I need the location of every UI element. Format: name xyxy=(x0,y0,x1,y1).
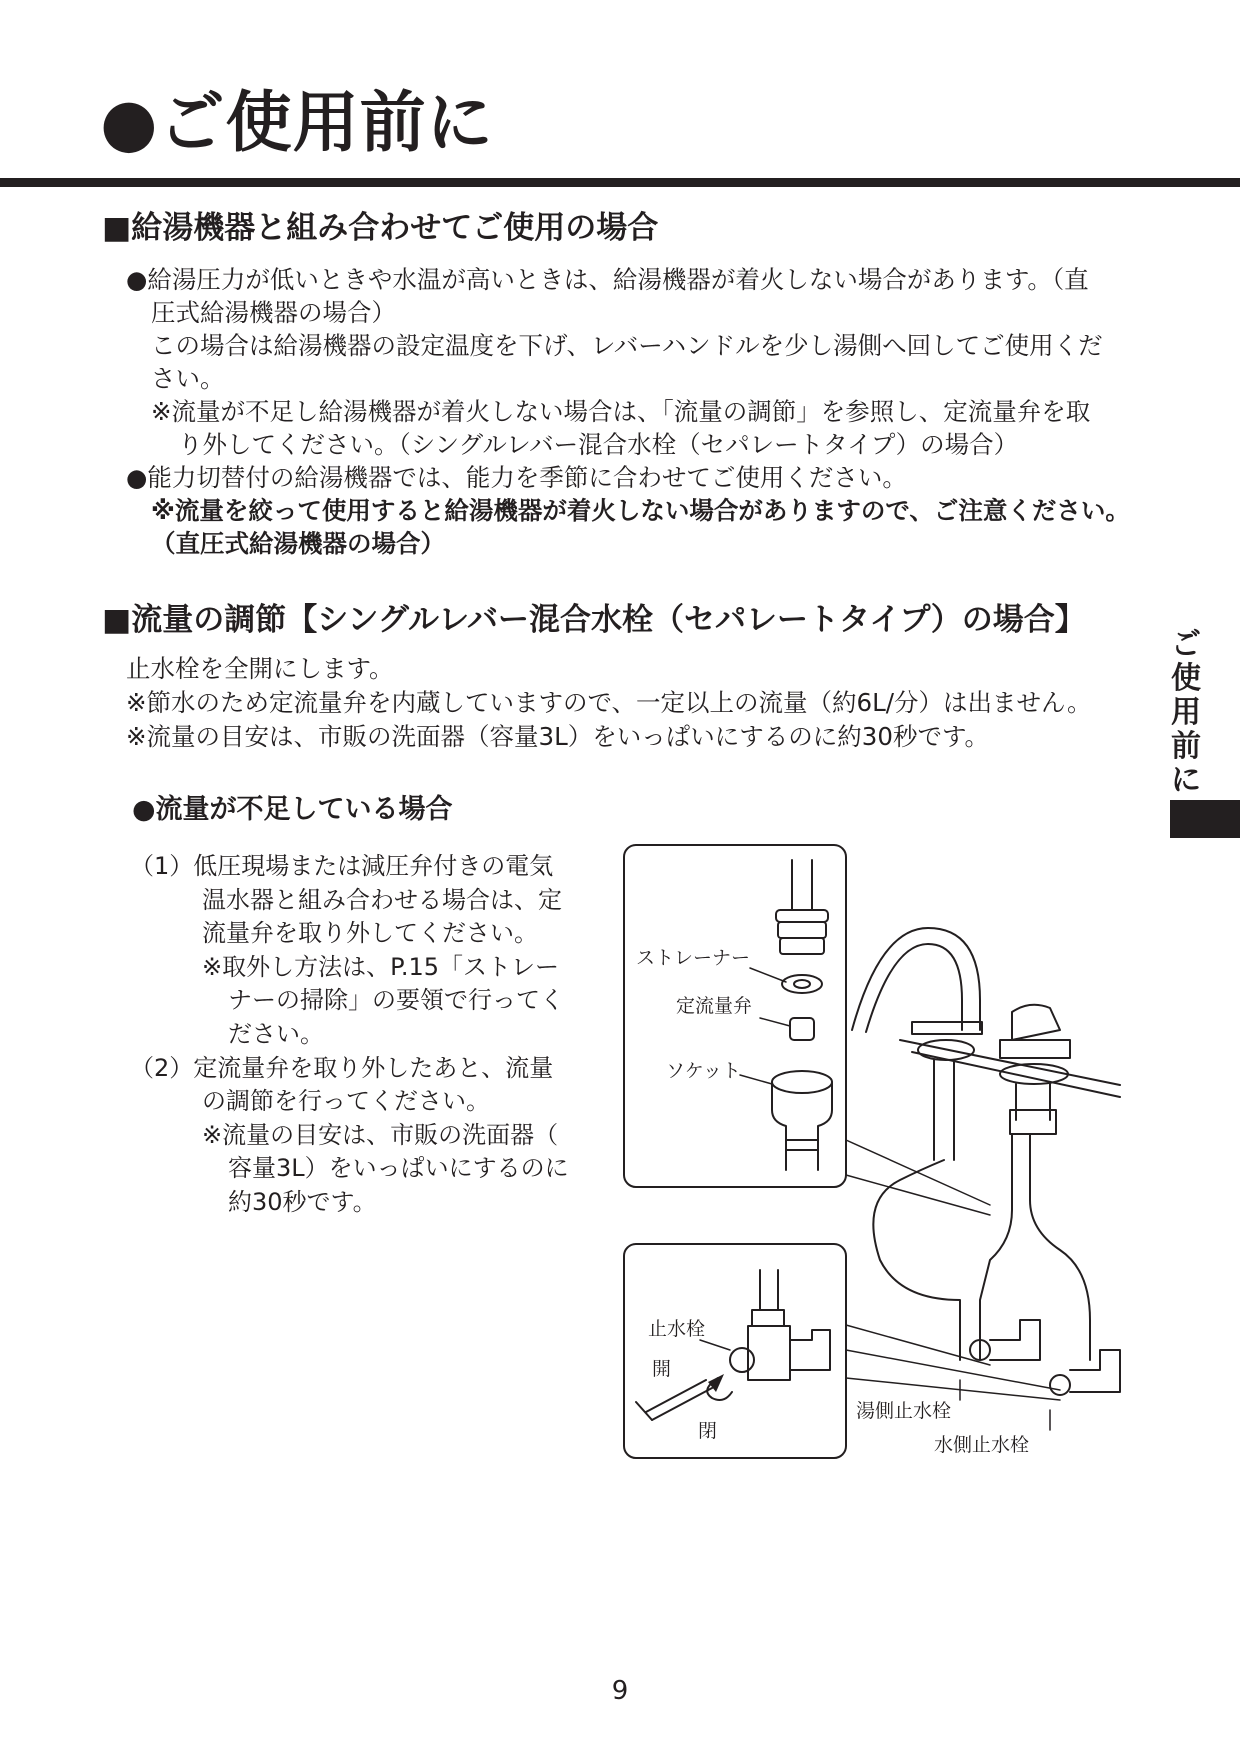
step-line: （1）低圧現場または減圧弁付きの電気 xyxy=(130,852,554,880)
section1-line: さい。 xyxy=(151,364,225,393)
step-line: の調節を行ってください。 xyxy=(202,1087,490,1115)
step-note: ※取外し方法は、P.15「ストレー xyxy=(202,953,560,981)
section1-warning: ※流量を絞って使用すると給湯機器が着火しない場合がありますので、ご注意ください。 xyxy=(151,496,1130,525)
side-tab-char: 用 xyxy=(1171,695,1201,730)
step-note: 容量3L）をいっぱいにするのに xyxy=(228,1154,569,1182)
close-label: 閉 xyxy=(698,1420,718,1442)
step-note: ださい。 xyxy=(228,1020,324,1048)
side-tab-char: に xyxy=(1171,763,1201,798)
section2-line: 止水栓を全開にします。 xyxy=(126,654,394,683)
side-tab-char: 前 xyxy=(1171,729,1201,764)
section1-heading: ■給湯機器と組み合わせてご使用の場合 xyxy=(102,210,659,246)
section1-line: この場合は給湯機器の設定温度を下げ、レバーハンドルを少し湯側へ回してご使用くだ xyxy=(151,331,1103,360)
strainer-label: ストレーナー xyxy=(636,947,751,969)
side-tab-marker xyxy=(1170,800,1240,838)
section1-warning: （直圧式給湯機器の場合） xyxy=(151,529,445,558)
step-line: （2）定流量弁を取り外したあと、流量 xyxy=(130,1054,554,1082)
flow-valve-label: 定流量弁 xyxy=(676,995,753,1017)
title-rule xyxy=(0,178,1240,187)
side-tab-char: ご xyxy=(1171,627,1201,662)
section1-line: ●能力切替付の給湯機器では、能力を季節に合わせてご使用ください。 xyxy=(126,463,907,492)
step-note: 約30秒です。 xyxy=(228,1188,377,1216)
section2-heading: ■流量の調節【シングルレバー混合水栓（セパレートタイプ）の場合】 xyxy=(102,602,1086,638)
faucet-illustration xyxy=(600,820,1160,1470)
section2-line: ※流量の目安は、市販の洗面器（容量3L）をいっぱいにするのに約30秒です。 xyxy=(126,722,989,751)
hot-stop-valve-label: 湯側止水栓 xyxy=(856,1400,952,1422)
step-line: 温水器と組み合わせる場合は、定 xyxy=(202,886,562,914)
page-title: ●ご使用前に xyxy=(100,84,494,161)
section1-note: ※流量が不足し給湯機器が着火しない場合は、「流量の調節」を参照し、定流量弁を取 xyxy=(151,397,1091,426)
section1-line: 圧式給湯機器の場合） xyxy=(151,298,396,327)
page-number: 9 xyxy=(611,1676,629,1706)
socket-label: ソケット xyxy=(666,1060,741,1082)
section2-line: ※節水のため定流量弁を内蔵していますので、一定以上の流量（約6L/分）は出ません。 xyxy=(126,688,1092,717)
cold-stop-valve-label: 水側止水栓 xyxy=(934,1434,1030,1456)
open-label: 開 xyxy=(652,1358,672,1380)
section1-note: り外してください。（シングルレバー混合水栓（セパレートタイプ）の場合） xyxy=(178,430,1019,459)
step-note: ナーの掃除」の要領で行ってく xyxy=(228,986,564,1014)
step-line: 流量弁を取り外してください。 xyxy=(202,919,538,947)
stop-valve-label: 止水栓 xyxy=(648,1318,706,1340)
side-tab-label xyxy=(1166,628,1206,798)
side-tab-char: 使 xyxy=(1171,661,1201,696)
subsection-heading: ●流量が不足している場合 xyxy=(132,794,453,825)
step-note: ※流量の目安は、市販の洗面器（ xyxy=(202,1121,559,1149)
section1-line: ●給湯圧力が低いときや水温が高いときは、給湯機器が着火しない場合があります。（直 xyxy=(126,265,1089,294)
